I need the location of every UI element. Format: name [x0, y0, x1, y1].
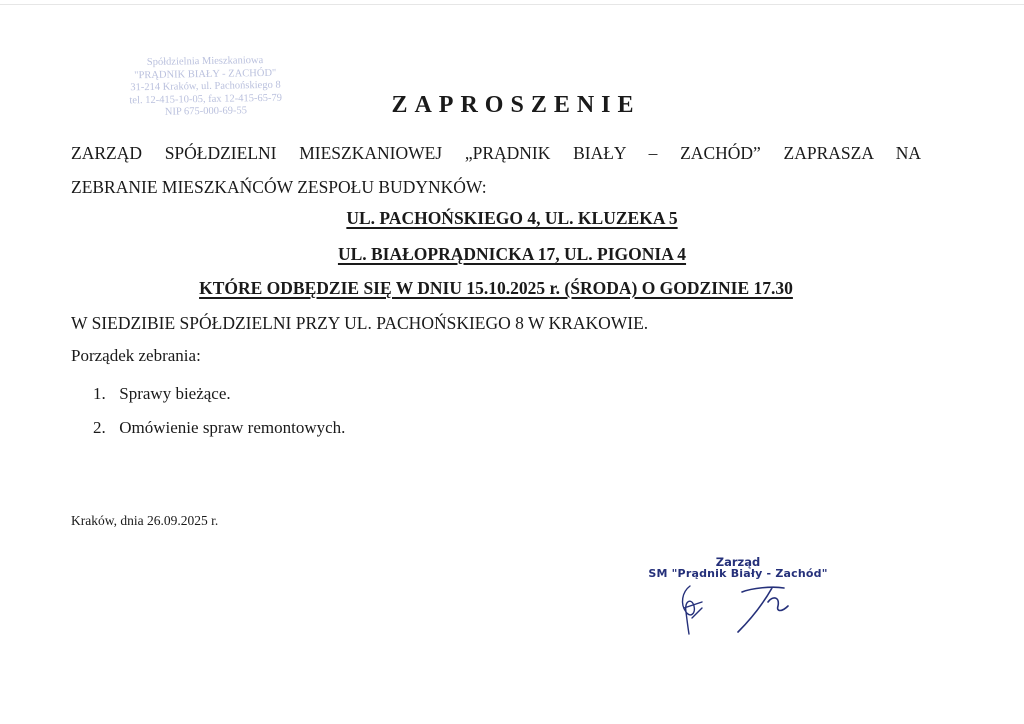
agenda-item — [93, 413, 345, 447]
signature-stamp-title: Zarząd — [715, 555, 761, 569]
signature-1 — [683, 586, 702, 634]
stamp-line: Spółdzielnia Mieszkaniowa — [146, 54, 264, 69]
agenda-heading: Porządek zebrania: — [71, 346, 201, 365]
scan-edge-line — [0, 4, 1024, 5]
stamp-line: "PRĄDNIK BIAŁY - ZACHÓD" — [134, 67, 277, 81]
stamp-line: NIP 675-000-69-55 — [164, 105, 248, 119]
agenda-item-text: Sprawy bieżące. — [119, 384, 231, 403]
intro-line-1: ZARZĄD SPÓŁDZIELNI MIESZKANIOWEJ „PRĄDNIK BIAŁY – ZACHÓD” ZAPRASZA NA — [71, 143, 921, 163]
place-and-date: Kraków, dnia 26.09.2025 r. — [71, 513, 219, 528]
stamp-line: tel. 12-415-10-05, fax 12-415-65-79 — [129, 92, 283, 107]
signature-2 — [738, 587, 788, 632]
agenda-item-number: 1. — [93, 384, 106, 403]
signature-stamp-org: SM "Prądnik Biały - Zachód" — [648, 567, 828, 580]
agenda-item-number: 2. — [93, 418, 106, 437]
stamp-line: 31-214 Kraków, ul. Pachońskiego 8 — [130, 79, 281, 94]
handwritten-signatures — [672, 578, 812, 638]
agenda-item — [93, 379, 345, 413]
meeting-location: W SIEDZIBIE SPÓŁDZIELNI PRZY UL. PACHOŃSKIEGO 8 W KRAKOWIE. — [71, 313, 649, 333]
address-line-2: UL. BIAŁOPRĄDNICKA 17, UL. PIGONIA 4 — [337, 244, 687, 264]
board-signature-stamp — [648, 556, 828, 580]
meeting-time-line: KTÓRE ODBĘDZIE SIĘ W DNIU 15.10.2025 r. (ŚRODA) O GODZINIE 17.30 — [199, 278, 793, 298]
agenda-list — [93, 379, 345, 447]
intro-line-2: ZEBRANIE MIESZKAŃCÓW ZESPOŁU BUDYNKÓW: — [71, 177, 487, 197]
document-title: ZAPROSZENIE — [391, 92, 641, 118]
agenda-item-text: Omówienie spraw remontowych. — [119, 418, 346, 437]
intro-paragraph — [71, 136, 921, 204]
address-line-1: UL. PACHOŃSKIEGO 4, UL. KLUZEKA 5 — [346, 208, 678, 228]
